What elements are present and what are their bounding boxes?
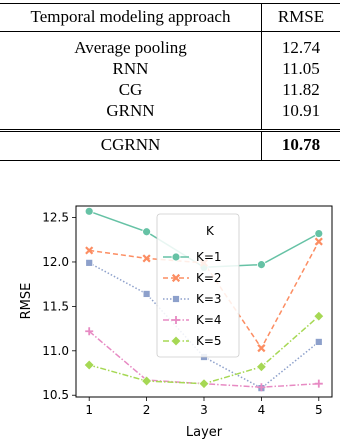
table-top-rule [0, 3, 340, 4]
y-tick-label: 10.5 [42, 388, 69, 403]
x-tick-label: 3 [200, 403, 208, 417]
x-tick-label: 5 [314, 403, 323, 417]
results-table [0, 0, 340, 168]
data-point-k1 [85, 207, 93, 215]
x-axis-label: Layer [185, 425, 223, 440]
data-point-k3 [143, 290, 150, 297]
table-row-rmse: 11.82 [282, 80, 320, 99]
best-row-method: CGRNN [100, 135, 161, 154]
data-point-k5 [84, 360, 94, 370]
table-midrule [0, 129, 340, 130]
y-axis-label: RMSE [19, 282, 34, 320]
x-tick-label: 1 [85, 403, 94, 417]
table-row-method: GRNN [106, 101, 155, 120]
legend-marker-k3 [173, 296, 180, 303]
table-row-rmse: 10.91 [281, 101, 321, 120]
data-point-k2 [258, 345, 265, 352]
y-tick-label: 12.5 [42, 210, 69, 225]
data-point-k4 [315, 380, 323, 388]
y-tick-label: 11.0 [42, 343, 69, 358]
data-point-k5 [199, 379, 209, 389]
table-row-method: RNN [112, 59, 149, 78]
table-column-divider [261, 132, 262, 160]
table-bottom-rule [0, 160, 340, 161]
best-row-rmse: 10.78 [281, 135, 321, 154]
header-rmse: RMSE [277, 7, 325, 26]
legend-label-k2: K=2 [196, 271, 222, 285]
legend-label-k4: K=4 [196, 313, 222, 327]
table-midrule-second [0, 131, 340, 132]
x-tick-label: 4 [257, 403, 266, 417]
rmse-line-chart [0, 200, 340, 446]
y-tick-label: 12.0 [42, 254, 69, 269]
legend [157, 214, 239, 357]
data-point-k3 [86, 259, 93, 266]
x-tick-label: 2 [142, 403, 151, 417]
legend-label-k3: K=3 [196, 292, 222, 306]
legend-label-k5: K=5 [196, 334, 222, 348]
table-row-method: Average pooling [74, 38, 187, 57]
table-row-rmse: 11.05 [282, 59, 320, 78]
data-point-k1 [315, 230, 323, 238]
data-point-k3 [315, 338, 322, 345]
data-point-k2 [315, 238, 322, 245]
data-point-k1 [257, 261, 265, 269]
y-tick-label: 11.5 [42, 299, 69, 314]
data-point-k1 [143, 228, 151, 236]
table-header-rule [0, 31, 340, 32]
table-row-rmse: 12.74 [281, 38, 321, 57]
x-ticks [85, 397, 322, 417]
legend-marker-k1 [172, 253, 180, 261]
table-row-method: CG [118, 80, 143, 99]
table-column-divider [261, 32, 262, 129]
legend-label-k1: K=1 [196, 250, 222, 264]
header-method: Temporal modeling approach [30, 7, 231, 26]
legend-title: K [206, 224, 214, 238]
table-column-divider [261, 3, 262, 32]
data-point-k5 [314, 311, 324, 321]
y-ticks [42, 211, 76, 403]
